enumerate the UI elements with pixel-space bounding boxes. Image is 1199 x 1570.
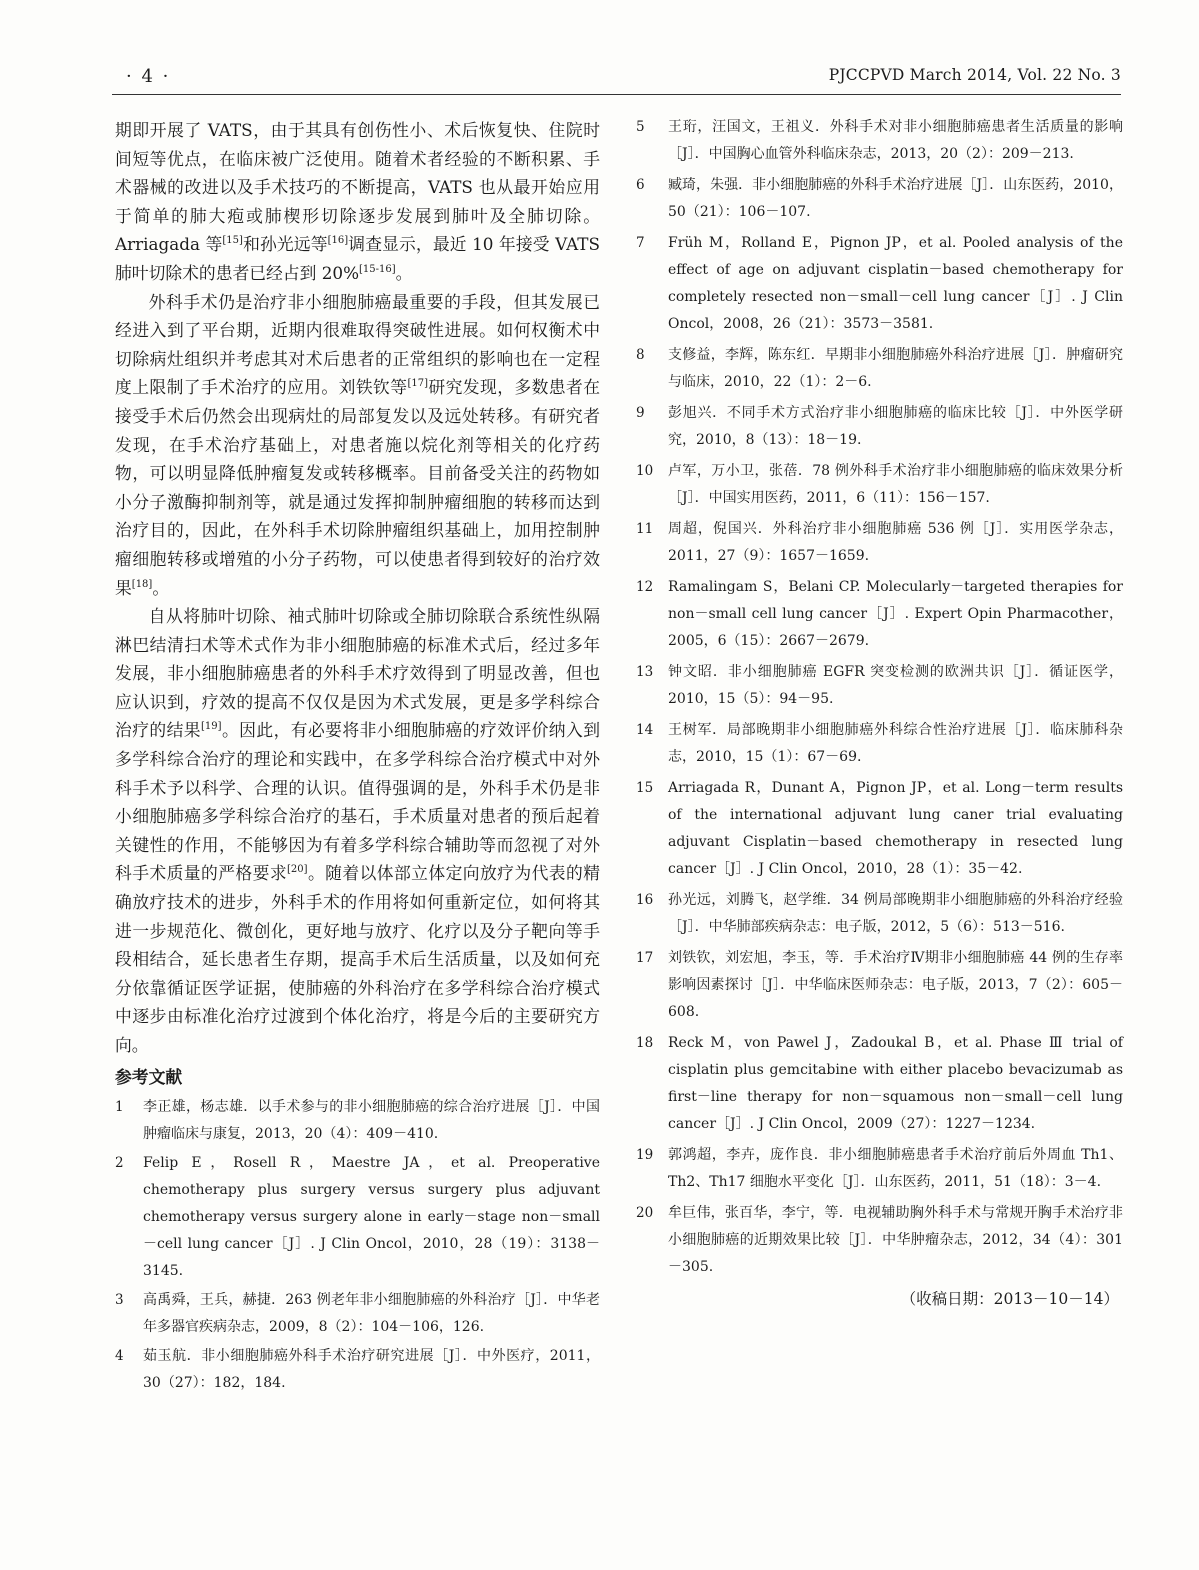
references-title: 参考文献 <box>115 1066 183 1087</box>
citation: [19] <box>201 721 222 733</box>
body-paragraph-2: 外科手术仍是治疗非小细胞肺癌最重要的手段，但其发展已经进入到了平台期，近期内很难取得突破性进展。如何权衡术中切除病灶组织并考虑其对术后患者的正常组织的影响也在一定程度上限制了手术治疗的应用。刘铁钦等[17]研究发现，多数患者在接受手术后仍然会出现病灶的局部复发以及远处转移。有研究者发现，在手术治疗基础上，对患者施以烷化剂等相关的化疗药物，可以明显降低肿瘤复发或转移概率。目前备受关注的药物如小分子激酶抑制剂等，就是通过发挥抑制肿瘤细胞的转移而达到治疗目的，因此，在外科手术切除肿瘤组织基础上，加用控制肿瘤细胞转移或增殖的小分子药物，可以使患者得到较好的治疗效果[18]。 <box>115 291 600 598</box>
reference-item: 3 高禹舜，王兵，赫捷．263 例老年非小细胞肺癌的外科治疗［J］．中华老年多器官疾病杂志，2009，8（2）：104－106，126. <box>115 1291 600 1335</box>
reference-item: 12 Ramalingam S，Belani CP. Molecularly－targeted therapies for non－small cell lung cancer［J］. Expert Opin Pharmacother，2005，6（15）：2667－2679. <box>636 579 1123 649</box>
reference-item: 20 牟巨伟，张百华，李宁，等．电视辅助胸外科手术与常规开胸手术治疗非小细胞肺癌的近期效果比较［J］．中华肿瘤杂志，2012，34（4）：301－305. <box>636 1205 1123 1275</box>
right-column <box>636 114 1123 1313</box>
reference-item: 8 支修益，李辉，陈东红．早期非小细胞肺癌外科治疗进展［J］．肿瘤研究与临床，2010，22（1）：2－6. <box>636 347 1123 390</box>
reference-item: 5 王珩，汪国文，王祖义．外科手术对非小细胞肺癌患者生活质量的影响［J］．中国胸心血管外科临床杂志，2013，20（2）：209－213. <box>636 119 1123 162</box>
reference-item: 9 彭旭兴．不同手术方式治疗非小细胞肺癌的临床比较［J］．中外医学研究，2010，8（13）：18－19. <box>636 405 1123 448</box>
citation: [16] <box>327 235 349 247</box>
received-date: （收稿日期：2013－10－14） <box>900 1290 1119 1308</box>
journal-info: PJCCPVD March 2014, Vol. 22 No. 3 <box>828 66 1121 84</box>
reference-item: 2 Felip E，Rosell R，Maestre JA，et al. Preoperative chemotherapy plus surgery versus surgery plus adjuvant chemotherapy versus surgery alone in early－stage non－small－cell lung cancer［J］. J Clin Oncol，2010，28（19）：3138－3145. <box>115 1154 600 1279</box>
page-number: · 4 · <box>126 66 171 87</box>
page-header <box>112 66 1121 92</box>
header-rule <box>112 94 1121 95</box>
reference-item: 16 孙光远，刘腾飞，赵学维．34 例局部晚期非小细胞肺癌的外科治疗经验［J］．中华肺部疾病杂志：电子版，2012，5（6）：513－516. <box>636 892 1123 935</box>
reference-item: 19 郭鸿超，李卉，庞作良．非小细胞肺癌患者手术治疗前后外周血 Th1、Th2、Th17 细胞水平变化［J］．山东医药，2011，51（18）：3－4. <box>636 1147 1123 1190</box>
left-column <box>115 116 600 1397</box>
reference-item: 11 周超，倪国兴．外科治疗非小细胞肺癌 536 例［J］．实用医学杂志，2011，27（9）：1657－1659. <box>636 521 1123 564</box>
reference-item: 10 卢军，万小卫，张蓓．78 例外科手术治疗非小细胞肺癌的临床效果分析［J］．中国实用医药，2011，6（11）：156－157. <box>636 463 1123 506</box>
reference-item: 18 Reck M，von Pawel J，Zadoukal B，et al. Phase Ⅲ trial of cisplatin plus gemcitabine with either placebo bevacizumab as first－line therapy for non－squamous non－small－cell lung cancer［J］. J Clin Oncol，2009（27）：1227－1234. <box>636 1035 1123 1132</box>
citation: [15-16] <box>359 263 396 275</box>
citation: [18] <box>131 578 153 590</box>
citation: [15] <box>222 235 243 247</box>
reference-item: 14 王树军．局部晚期非小细胞肺癌外科综合性治疗进展［J］．临床肺科杂志，2010，15（1）：67－69. <box>636 722 1123 765</box>
reference-item: 1 李正雄，杨志雄．以手术参与的非小细胞肺癌的综合治疗进展［J］．中国肿瘤临床与康复，2013，20（4）：409－410. <box>115 1098 600 1142</box>
citation: [17] <box>407 378 428 390</box>
reference-item: 4 茹玉航．非小细胞肺癌外科手术治疗研究进展［J］．中外医疗，2011，30（27）：182，184. <box>115 1347 600 1391</box>
citation: [20] <box>287 864 308 876</box>
body-paragraph-3: 自从将肺叶切除、袖式肺叶切除或全肺切除联合系统性纵隔淋巴结清扫术等术式作为非小细胞肺癌的标准术式后，经过多年发展，非小细胞肺癌患者的外科手术疗效得到了明显改善，但也应认识到，疗效的提高不仅仅是因为术式发展，更是多学科综合治疗的结果[19]。因此，有必要将非小细胞肺癌的疗效评价纳入到多学科综合治疗的理论和实践中，在多学科综合治疗模式中对外科手术予以科学、合理的认识。值得强调的是，外科手术仍是非小细胞肺癌多学科综合治疗的基石，手术质量对患者的预后起着关键性的作用，不能够因为有着多学科综合辅助等而忽视了对外科手术质量的严格要求[20]。随着以体部立体定向放疗为代表的精确放疗技术的进步，外科手术的作用将如何重新定位，如何将其进一步规范化、微创化，更好地与放疗、化疗以及分子靶向等手段相结合，延长患者生存期，提高手术后生活质量，以及如何充分依靠循证医学证据，使肺癌的外科治疗在多学科综合治疗模式中逐步由标准化治疗过渡到个体化治疗，将是今后的主要研究方向。 <box>115 606 600 1055</box>
reference-item: 6 臧琦，朱强．非小细胞肺癌的外科手术治疗进展［J］．山东医药，2010，50（21）：106－107. <box>636 177 1123 220</box>
reference-item: 13 钟文昭．非小细胞肺癌 EGFR 突变检测的欧洲共识［J］．循证医学，2010，15（5）：94－95. <box>636 664 1123 707</box>
reference-item: 17 刘铁钦，刘宏旭，李玉，等．手术治疗Ⅳ期非小细胞肺癌 44 例的生存率影响因素探讨［J］．中华临床医师杂志：电子版，2013，7（2）：605－608. <box>636 950 1123 1020</box>
reference-item: 15 Arriagada R，Dunant A，Pignon JP，et al. Long－term results of the international adjuvant lung caner trial evaluating adjuvant Cisplatin－based chemotherapy in resected lung cancer［J］. J Clin Oncol，2010，28（1）：35－42. <box>636 780 1123 877</box>
body-paragraph-1: 期即开展了 VATS，由于其具有创伤性小、术后恢复快、住院时间短等优点，在临床被广泛使用。随着术者经验的不断积累、手术器械的改进以及手术技巧的不断提高，VATS 也从最开始应用于简单的肺大疱或肺楔形切除逐步发展到肺叶及全肺切除。Arriagada 等[15]和孙光远等[16]调查显示，最近 10 年接受 VATS 肺叶切除术的患者已经占到 20%[15-16]。 <box>115 120 600 283</box>
reference-item: 7 Früh M，Rolland E，Pignon JP，et al. Pooled analysis of the effect of age on adjuvant cisplatin－based chemotherapy for completely resected non－small－cell lung cancer［J］. J Clin Oncol，2008，26（21）：3573－3581. <box>636 235 1123 332</box>
